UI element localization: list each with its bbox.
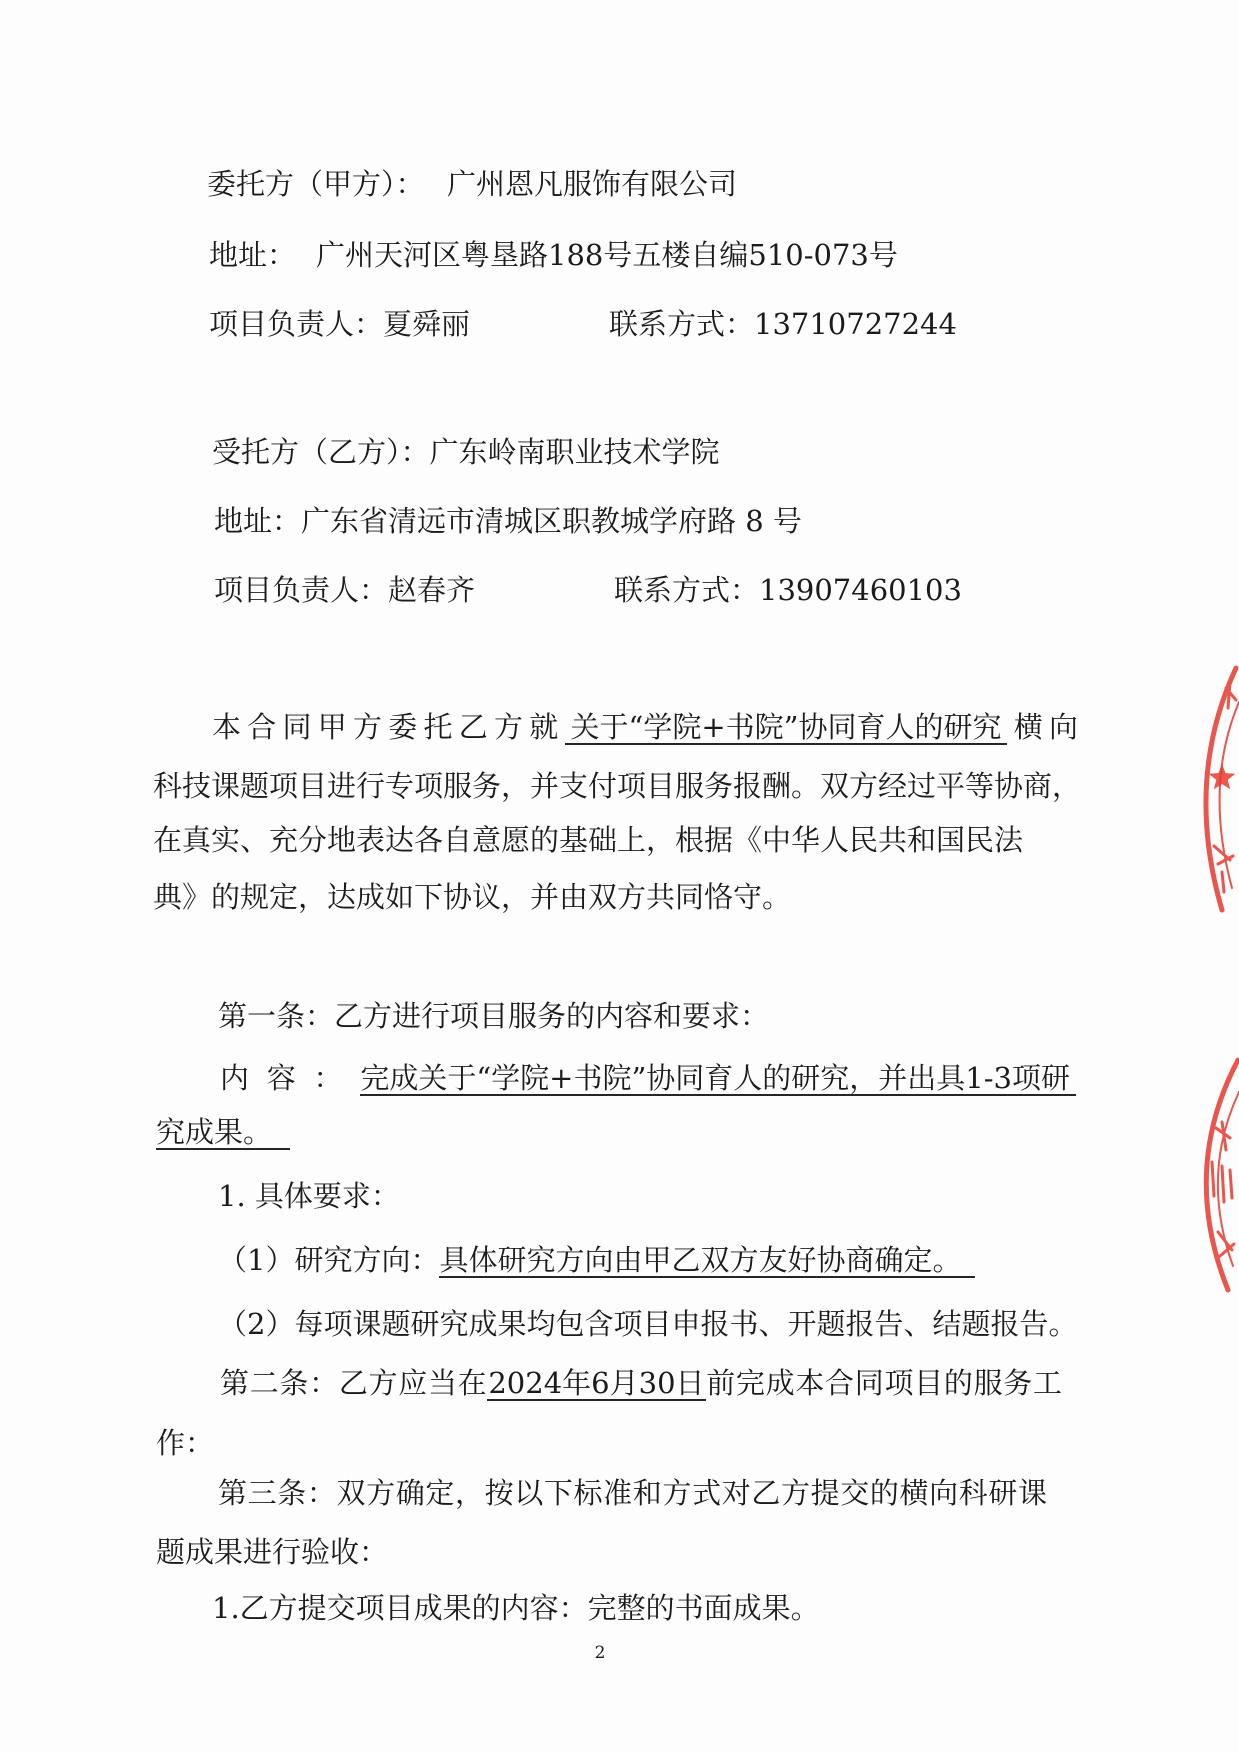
content-label: 内容： xyxy=(220,1061,361,1095)
content-text-underlined-cont: 究成果。 xyxy=(156,1117,290,1150)
article-1-content-line-1 xyxy=(220,1060,1076,1096)
preamble-line-3: 在真实、充分地表达各自意愿的基础上，根据《中华人民共和国民法 xyxy=(153,823,1024,857)
preamble-line-2: 科技课题项目进行专项服务，并支付项目服务报酬。双方经过平等协商， xyxy=(153,769,1082,803)
party-b-address: 地址：广东省清远市清城区职教城学府路 8 号 xyxy=(214,504,802,538)
party-b-contact: 联系方式：13907460103 xyxy=(614,573,962,607)
preamble-text-b: 横向 xyxy=(1007,710,1078,744)
requirement-1-label: （1）研究方向： xyxy=(218,1243,440,1277)
party-a-address: 广州天河区粤垦路188号五楼自编510-073号 xyxy=(316,238,898,272)
party-a-manager: 项目负责人：夏舜丽 xyxy=(209,307,471,341)
article-2-text-a: 第二条：乙方应当在 xyxy=(220,1366,488,1400)
article-1-content-line-2 xyxy=(156,1114,290,1150)
party-b-line: 受托方（乙方）：广东岭南职业技术学院 xyxy=(212,435,720,469)
page-number: 2 xyxy=(594,1643,606,1663)
article-3-line-1: 第三条：双方确定，按以下标准和方式对乙方提交的横向科研课 xyxy=(218,1476,1047,1510)
deadline-date-underlined: 2024年6月30日 xyxy=(488,1366,705,1400)
party-a-name: 广州恩凡服饰有限公司 xyxy=(447,167,738,201)
preamble-text-a: 本合同甲方委托乙方就 xyxy=(212,710,565,744)
party-a-label: 委托方（甲方）： xyxy=(207,167,425,201)
seal-glyph-fragment-4 xyxy=(1212,1162,1232,1202)
requirements-title: 1. 具体要求： xyxy=(218,1179,400,1213)
article-2-line-1 xyxy=(220,1365,1062,1401)
seal-glyph-fragment-3 xyxy=(1216,1122,1230,1150)
seal-glyph-fragment-5 xyxy=(1218,1232,1234,1256)
article-3-item-1: 1.乙方提交项目成果的内容：完整的书面成果。 xyxy=(212,1591,820,1625)
requirement-1 xyxy=(218,1242,975,1278)
project-topic-underlined: 关于“学院+书院”协同育人的研究 xyxy=(565,712,1008,745)
article-2-line-2: 作： xyxy=(156,1426,215,1460)
article-2-text-b: 前完成本合同项目的服务工 xyxy=(705,1366,1062,1400)
requirement-2: （2）每项课题研究成果均包含项目申报书、开题报告、结题报告。 xyxy=(218,1307,1078,1341)
content-text-underlined: 完成关于“学院+书院”协同育人的研究，并出具1-3项研 xyxy=(360,1063,1076,1096)
preamble-line-4: 典》的规定，达成如下协议，并由双方共同恪守。 xyxy=(153,880,792,914)
requirement-1-value-underlined: 具体研究方向由甲乙双方友好协商确定。 xyxy=(439,1245,975,1278)
party-a-contact: 联系方式：13710727244 xyxy=(609,307,957,341)
seal-inner-ring-lower xyxy=(1218,1092,1239,1266)
preamble-line-1 xyxy=(212,709,1078,745)
red-seal-stamp-icon xyxy=(1178,660,1239,1300)
party-a-address-label: 地址： xyxy=(209,238,297,272)
article-1-title: 第一条：乙方进行项目服务的内容和要求： xyxy=(218,999,770,1033)
article-3-line-2: 题成果进行验收： xyxy=(156,1535,389,1569)
seal-star-icon xyxy=(1209,764,1236,789)
party-b-manager: 项目负责人：赵春齐 xyxy=(214,573,476,607)
